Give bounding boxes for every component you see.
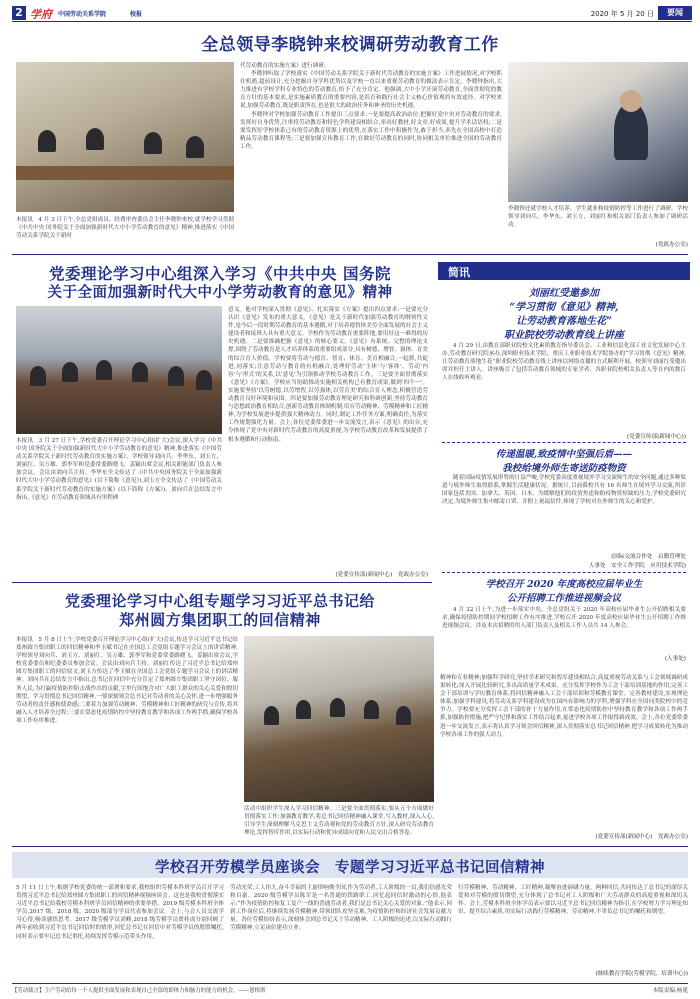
brief1-byline: (党委宣传部(新闻中心)) [626,434,686,440]
paper-suffix: 校报 [130,11,143,18]
article1-para2: 李晓钟对学校加强劳动教育工作提出三点要求:一是要提高政治站位,把握好党中央对劳动教育的要求,发挥好自身优势,注重将劳动教育和特色学科建设相结合,率出好教材,好文章,好成果,提升学术话语权;二是要发挥好学校体系已有的劳动教育资源上的优势,在落实工作中积极作为,敢于担当,率先在全国高校中打造精品劳动教育课程等;三是要加强宣传教育工作,在做好劳动教育的同时,协同相关单位推进全国的劳动教育工作。 [240,111,502,150]
article1-photo-right [508,62,688,202]
article1-para1: 李晓钟听取了学校落实《中国劳动关系学院关于新时代劳动教育的实施方案》工作进展情况,对学校抓住机遇,超前设计,充分挖掘自身学科优势以及学校一直以来重视劳动教育的做法表示肯定。李晓钟指出,大力推进有学校学科专业特色的劳动教育,给予了充分肯定。他强调,大中小学开展劳动教育,全面贯彻党的教育方针的基本要求,是实施素质教育的重要内容,是培育和践行社会主义核心价值观的有效途径。对学校来说,加强劳动教育,既是职责所在,也是很大的政治任务和神圣的历史机遇。 [240,71,502,110]
article1-para3: 李晓钟还就学校人才培养、学生就业和疫情防控等工作进行了调研。学校领导刘向兵、李华东、刘玉方、刘丽红和相关部门负责人参加了调研活动。 [508,206,688,229]
brief1-title-l3: 让劳动教育落地生花” [516,316,612,327]
article1-col-top: 代劳动教育的实施方案》进行调研。 [240,63,330,69]
article3-title-line1: 党委理论学习中心组专题学习习近平总书记给 [64,592,375,610]
brief-header-label: 简讯 [448,266,470,279]
brief1-title-l2: “学习贯彻《意见》精神, [509,302,619,313]
article1-photo-left [16,62,234,212]
brief3-title-l2: 公开招聘工作推进视频会议 [506,593,621,604]
article4-col3: 行劳模精神、劳动精神、工匠精神,凝聚奋进磅礴力量。两种回信,共同传达了总书记的深厚关爱和对劳模的殷切期望,充分体现了总书记对工人阶级和广大劳动群众的高度重视和深切关怀。会上,劳模本科班全体学员表示要以习近平总书记回信精神为指引,在学校努力学习理论知识、提升综合素质,用实际行动践行劳模精神、劳动精神,不辜负总书记的嘱托和期望。 [458,885,688,916]
footer-editor: 本版责编:杨冕 [652,988,688,994]
brief2-byline-l2: 人事处 安全工作学院 应用技术学院) [588,563,686,569]
article2-title-line2: 关于全面加强新时代大中小学劳动教育的意见》精神 [47,285,393,301]
article3-body-right: 精神和专业精神;加强科学研究,坚持学术研究和智库建设相结合,高度重视劳动关系与工会领域调研成果转化;深入开展比较研究,多出高质量学术成果。充分发挥学校作为工会干部培训基地的作用,完善工会干部培训与学历教育体系,将回信精神融入工会干部培训和劳模教育课堂。完善教材建设,实现理论体系;加强学科建设,将劳动关系学科建设成为在国内有影响力的学科,增强学科在全国同类院校中的竞争力。学校要充分发挥工会干部的骨干力量作用,在常态化疫情防控中坚持教育教学和各项工作两手抓,加强防控措施,把严守纪律和落实工作结合起来,促进学校各项工作取得新成效。会上,各位党委常委进一步交流发言,表示将认真学习领会回信精神,深入贯彻落实总书记回信精神,把学习成果转化为推动学校各项工作的强大动力。 [440,675,688,738]
brief3-byline: (人事处) [664,656,686,662]
article4-title: 学校召开劳模学员座谈会 专题学习习近平总书记回信精神 [155,860,545,876]
brief2-byline-l1: (国际交流合作处 启勤管理处 [611,554,686,560]
issue-date: 2020 年 5 月 20 日 [590,10,654,18]
article1-byline: (党政办公室) [655,242,688,248]
brief1-body: 4 月 29 日,由教育部职业院校文化素质教育指导委员会、工业和信息化部工业文化发展中心主办,劳动教育研究院承办,深圳职业技术学院、重庆工业职业技术学院协办的“学习贯彻《意见》精神,让劳动教育落地生花”职业院校劳动教育线上讲座以网络直播的方式顺利开展。校领导刘丽红受邀出席并担任主讲人。讲座吸引了包括劳动教育领域的专家学者、各职业院校相关负责人等在内的数百人在线收听观看。 [442,343,686,382]
article2-body-left: 本报讯 3 月 27 日下午,学校党委召开理论学习中心组(扩大)会议,深入学习《中共中央 国务院关于全面加强新时代大中小学劳动教育的意见》精神,推进落实《中国劳动关系学院关于新时代劳动教育的实施方案》。学校领导刘向兵、李华东、刘玉方、刘丽红、吴万雄、郭李军和党委常委路晓飞、姜颖出席会议,相关职能部门负责人参加会议。会议由刘向兵主持。李华东全文传达了《中共中央国务院关于全面加强新时代大中小学劳动教育的意见》(以下简称《意见》),刘玉方全文传达了《中国劳动关系学院关于新时代劳动教育的实施方案》(以下简称《方案》)。刘向兵在总结发言中指出,《意见》在劳动教育领域具有里程碑 [16,438,222,501]
article2-byline: (党委宣传部(新闻中心) 党政办公室) [335,572,428,578]
article4-col2: 劳动光荣,工人伟大,奋斗幸福的主旋律响彻全国,作为劳动者,工人阶级的一员,我们倍感光荣和自豪。2020 级劳模学员陈军是一名普通的铁路职工,回忆起回信时激动的心情,他表示:“作为疫情防控和复工复产一线的普通劳动者,我们是总书记关心关爱的对象。”他表示,回到工作岗位后,将继续发扬劳模精神,带领团队攻坚克难,为疫情防控和经济社会发展贡献力量。各位劳模纷纷表示,深刻体会到总书记关于劳动精神、工人阶级的论述,以实际行动践行劳模精神,立足岗位建功立业。 [230,885,452,932]
article1-title: 全总领导李晓钟来校调研劳动教育工作 [201,35,499,55]
brief2-body: 随着国际疫情发展形势的日益严峻,学校党委高度重视境外学习交流师生的安全问题,通过多种渠道与境外师生取得联系,掌握生活健康状况。据统计,目前我校共有 16 名师生在境外学习交流,所涉国家包括美国、加拿大、英国、日本。为缓解他们的疫情焦虑和防疫物资短缺的压力,学校党委研究决定,为境外师生集中邮寄口罩、并附上祝福信件,体现了学校对在外师生的关心和爱护。 [442,475,686,506]
page-number: 2 [12,6,26,20]
paper-logo: 学府 [30,8,52,21]
footer-slogan: 【劳动箴言】主产劳动给每一个人提供全面发展和表现自己全部的即体力和脑力的能力的机会。——恩格斯 [12,988,266,994]
brief2-title-l2: 我校给境外师生寄送防疫物资 [502,463,626,474]
article4-title-band [12,852,688,878]
article1-lead: 本报讯 4 月 3 日下午,全总党组成员、经费审查委员会主任李晓钟来校,就学校学习贯彻《中共中央 国务院关于全面加强新时代大中小学劳动教育的意见》精神,推进落实《中国劳动关系学院关于新时 [16,217,234,240]
brief-sidebar [438,262,690,670]
article2-body-right: 意义。他对学校深入贯彻《意见》、扎实落实《方案》提出四点要求:一是要充分认识《意见》发布的重大意义。《意见》是关于新时代加强劳动教育的纲领性文件,是今后一段时期劳动教育的基本遵循,对于培养德智体美劳全面发展的社会主义建设者和接班人具有重大意义。学校作为劳动教育重要阵地,要用好这一难得的历史机遇。二是要准确把握《意见》的核心要义。《意见》有系统、完整的理论支撑,围绕了劳动教育是人才培养体系的重要组成部分,具有树德、增智、强体、育美的综合育人价值。学校要将劳动与德育、智育、体育、美育相融合,一起抓,共促进,同落实;注意劳动与教育的有机融合,处理好劳动'主体'与'客体'、劳动'内容'与'形式'的关系,以'意见'为引领推动学校劳动教育工作。三是要全面贯彻落实《意见》《方案》。学校应当协助推动实施相关机构已有教育成果,做到'四个一'。实施要坚持'以劳树德,以劳增智,以劳强体,以劳育美'的综合育人理念,积极营造劳动教育良好环境和氛围。四是要加强劳动教育理论研究和科研创新,坚持劳动教育与思想政治教育相结合,创新劳动教育体制机制,培育劳动精神、劳模精神和工匠精神,为学校发展进步提供强大精神动力。同时,制定工作任务方案,明确责任,为落实工作规划强化力量。会上,各位党委常委进一步交流发言,表示《意见》的出台,充分体现了党中央对新时代劳动教育的高度重视,为学校劳动教育改革和发展提供了根本遵循和行动指南。 [228,307,428,443]
brief2-title-l1: 传递温暖,致疫情中坚强后盾—— [495,449,633,460]
brief3-title-l1: 学校召开 2020 年度高校应届毕业生 [485,579,643,590]
masthead [12,6,692,22]
article3-photo [244,636,434,802]
article1-body-center [240,62,502,250]
brief-header [438,262,690,280]
article3-title-line2: 郑州圆方集团职工的回信精神 [119,611,321,629]
article4-byline: (继续教育学院(劳模学院、培训中心)) [595,971,688,977]
article3-byline: (党委宣传部(新闻中心) 党政办公室) [595,834,688,840]
article3-body-left: 本报讯 5 月 8 日上午,学校党委召开理论学习中心组(扩大)会议,传达学习习近平总书记给郑州圆方集团职工的回信精神和李玉赋书记在全国总工会党组专题学习会议上的讲话精神,学校领导刘向兵、刘玉方、刘丽红、吴万雄、郭李军和党委常委路晓飞、姜颖出席会议,学校党委委员和纪委委员参加会议。会议由刘向兵主持。刘丽红传达了习近平总书记给郑州圆方集团职工的回信原文,刘玉方传达了李玉赋在全国总工会党组专题学习会议上的讲话精神。刘向兵在总结发言中指出,总书记在回信中充分肯定了郑州圆方集团职工坚守岗位、服务人民,为打赢疫情防控阻击战作出的贡献,字里行间饱含对广大职工群众的关心关爱和殷切期望。学习贯彻总书记回信精神,一要深刻领会总书记对劳动者的关心关怀,进一步增强服务劳动者的责任感和使命感;二要着力加强劳动精神、劳模精神和工匠精神的研究与宣传,将其融入人才培养全过程;三要在常态化疫情防控中坚持教育教学和各项工作两手抓,确保学校各项工作有序推进。 [16,637,238,724]
article3-body-photo-under: 活动中组织学生深入学习回信精神。三是要全面贯彻落实,要从五个方面做好贯彻落实工作:加强教育教学,将总书记回信精神融入课堂,写入教材,深入人心,引导学生深刻理解马克思主义劳动观和党的劳动教育方针,深入研究劳动教育理论,发挥智库作用,以实际行动和优异成绩向党和人民交出合格答卷。 [244,806,434,837]
article2-photo [16,306,222,434]
brief1-title-l1: 刘丽红受邀参加 [529,288,599,299]
footer [12,983,688,995]
paper-sub: 中国劳动关系学院 [58,11,107,18]
brief3-body: 4 月 22 日上午,为进一步落实中央、全总党组关于 2020 年高校应届毕业生公开招聘相关要求,确保疫情防控期间学校招聘工作有序推进,学校召开 2020 年度高校应届毕业生公开招聘工作推进视频会议。涉及本次招聘的用人部门负责人及相关工作人员共 14 人参会。 [442,607,686,630]
article4-col1: 5 月 11 日上午,根据学校党委的统一部署和要求,我校组织劳模本科班学员召开学习贯彻习近平总书记给郑州圆方集团职工的回信精神视频座谈会。这也是我校贯彻落实习近平总书记给我校劳模本科班学员回信精神的重要举措。2019 级劳模本科班全体学员,2017 级、2018 级、2020 级部分学员代表参加会议。会上,与会人员交流学习心得,畅谈感悟思考。2017 级劳模学员刘峰,2018 级劳模学员贾桂成分别回顾了两年前收到习近平总书记回信时的情形,回忆总书记在回信中对劳模学员的殷殷嘱托,同时表示要牢记总书记重托,持续发挥劳模示范带头作用。 [16,885,224,940]
section-label: 要闻 [658,6,692,20]
article2-title-line1: 党委理论学习中心组深入学习《中共中央 国务院 [49,265,391,283]
brief1-title-l4: 职业院校劳动教育线上讲座 [504,330,624,341]
